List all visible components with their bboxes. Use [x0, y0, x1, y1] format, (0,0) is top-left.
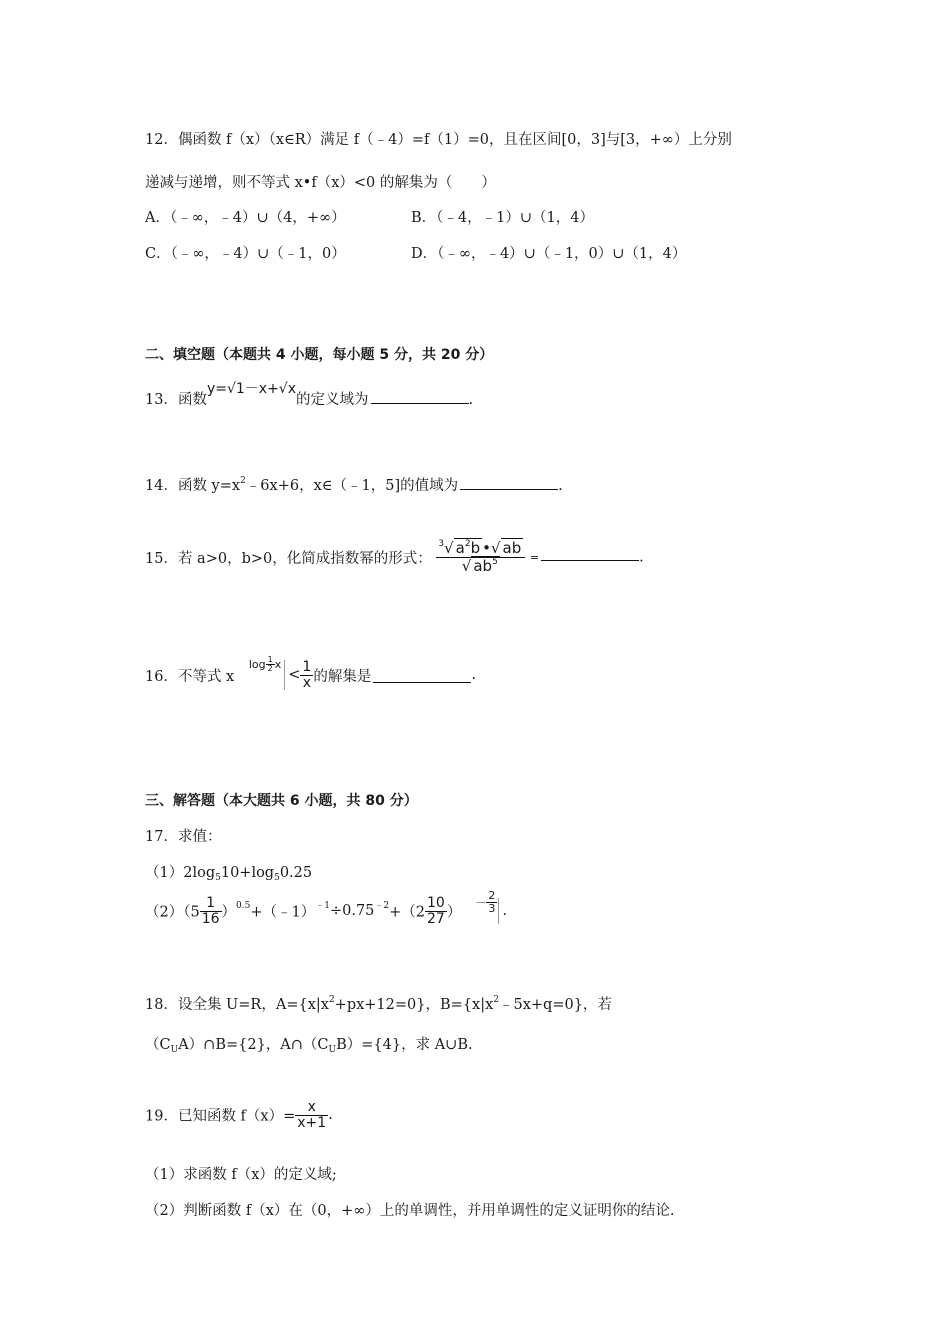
q16-answer-blank[interactable]	[373, 668, 471, 683]
q17-p2-end: .	[502, 903, 507, 920]
q15	[145, 540, 644, 575]
q15-equals: =	[529, 550, 540, 564]
q17-p2-frac1-den: 16	[201, 910, 220, 927]
q13	[145, 381, 474, 409]
q17-part1	[145, 861, 312, 883]
q18-line1-b: +px+12=0}，B={x|x	[334, 997, 494, 1013]
q18-line2-c: B）={4}，求 A∪B.	[336, 1037, 473, 1053]
section-3-heading: 三、解答题（本大题共 6 小题，共 80 分）	[145, 793, 418, 809]
q12-line2: 递减与递增，则不等式 x•f（x）<0 的解集为（ ）	[145, 175, 496, 191]
q15-answer-blank[interactable]	[541, 546, 639, 561]
q17-p2-exp4	[475, 890, 497, 914]
q18-line1-c: ﹣5x+q=0}，若	[499, 997, 612, 1013]
q19-end: .	[328, 1107, 333, 1124]
q14-end: .	[558, 478, 563, 494]
q12-line1: 12．偶函数 f（x）（x∈R）满足 f（﹣4）=f（1）=0，且在区间[0，3]与[3，+∞）上分别	[145, 132, 732, 148]
q17-p2-exp3: ﹣2	[374, 901, 390, 912]
q16-log-exponent	[249, 656, 281, 674]
q18-line2-sub2: U	[328, 1045, 337, 1055]
q16-prefix: 16．不等式 x	[145, 668, 235, 685]
q19-part1: （1）求函数 f（x）的定义域;	[145, 1167, 337, 1183]
q18-line2-sub1: U	[170, 1045, 179, 1055]
q17-title: 17．求值：	[145, 829, 222, 845]
q15-num-a: a	[455, 539, 465, 557]
q17-p2-frac1	[200, 896, 222, 926]
q17-p2-exp1: 0.5	[236, 901, 251, 912]
q15-prefix: 15．若 a>0，b>0，化简成指数幂的形式：	[145, 550, 432, 567]
q12-option-d: D．（﹣∞，﹣4）∪（﹣1，0）∪（1，4）	[411, 246, 687, 262]
q16-log-label: log	[248, 657, 266, 671]
q17-p1-c: 10+log	[220, 865, 275, 881]
q13-formula-text: y=√1－x+√x	[206, 381, 297, 397]
q13-answer-blank[interactable]	[371, 389, 469, 404]
q15-numerator: $^3$√ $a^2b$ •√ ab	[436, 540, 525, 558]
q17-p1-sub1: 5	[215, 873, 221, 883]
q19-part2: （2）判断函数 f（x）在（0，+∞）上的单调性，并用单调性的定义证明你的结论.	[145, 1203, 675, 1219]
section-2-heading: 二、填空题（本题共 4 小题，每小题 5 分，共 20 分）	[145, 347, 494, 363]
q16-end: .	[471, 667, 476, 684]
q17-p2-exp4-den: 3	[488, 901, 496, 915]
q16-frac-num: 1	[302, 659, 312, 675]
q17-p2-frac1-num: 1	[200, 896, 222, 912]
q19	[145, 1100, 333, 1130]
q15-num-dot: •	[482, 539, 491, 557]
q17-p2-b: +（﹣1）	[250, 904, 316, 921]
q12-option-b: B．（﹣4，﹣1）∪（1，4）	[411, 210, 594, 226]
q18-line2	[145, 1033, 473, 1055]
q14	[145, 474, 563, 495]
q17-p1-e: 0.25	[279, 865, 313, 881]
q16-frac-den: x	[302, 674, 312, 691]
q14-prefix: 14．函数 y=x	[145, 478, 241, 494]
q17-p1-a: （1）2log	[145, 865, 216, 881]
q19-frac-num: x	[295, 1100, 328, 1116]
q17-p2-d: +（2	[389, 904, 426, 921]
q16-log-base-num: 1	[267, 655, 273, 664]
q15-denominator: √ $ab^5$	[461, 556, 498, 575]
q16-lt: <	[288, 667, 301, 684]
q17-p2-exp4-num: 2	[488, 889, 496, 902]
q15-num-a-exp: 2	[464, 539, 471, 549]
q17-p2-a-close: ）	[221, 904, 237, 921]
q19-frac-den: x+1	[297, 1114, 327, 1131]
q15-num-sqrt: ab	[502, 539, 522, 557]
q13-formula	[207, 381, 296, 397]
q12-option-c: C．（﹣∞，﹣4）∪（﹣1，0）	[145, 246, 346, 262]
q14-exponent: 2	[240, 476, 246, 486]
q17-p2-frac2-num: 10	[427, 895, 445, 911]
q16-fraction	[300, 660, 313, 690]
q12-option-a: A．（﹣∞，﹣4）∪（4，+∞）	[145, 210, 346, 226]
q17-p2-frac2	[425, 896, 447, 926]
q17-p2-frac2-den: 27	[427, 910, 445, 927]
q17-p2-c: ÷0.75	[329, 903, 375, 920]
q13-end: .	[468, 392, 474, 408]
q17-p2-a: （2）（5	[145, 904, 200, 921]
q17-p1-sub2: 5	[274, 873, 280, 883]
q19-prefix: 19．已知函数 f（x）=	[145, 1108, 296, 1125]
q18-line2-a: （C	[145, 1037, 171, 1053]
q18-line1-exp1: 2	[328, 995, 335, 1005]
q17-part2	[145, 889, 507, 927]
q13-suffix: 的定义域为	[296, 392, 369, 408]
q16-log-base-den: 2	[267, 664, 273, 674]
q17-p2-exp2: ﹣1	[315, 901, 330, 912]
q18-line1-exp2: 2	[493, 995, 499, 1005]
q15-end: .	[639, 549, 644, 566]
q16-log-arg: x	[274, 657, 282, 671]
q18-line2-b: A）∩B={2}，A∩（C	[178, 1037, 329, 1053]
q16	[145, 655, 476, 691]
q17-p2-exp4-sign: －	[475, 896, 487, 910]
q13-prefix: 13．函数	[145, 392, 207, 408]
q19-fraction	[295, 1100, 328, 1130]
q15-den-exp: 5	[492, 556, 498, 567]
q16-suffix: 的解集是	[313, 668, 372, 685]
q16-divider	[284, 660, 285, 690]
q15-den-sqrt: ab	[473, 556, 493, 575]
q17-p2-d-close: ）	[446, 904, 462, 921]
q14-answer-blank[interactable]	[460, 475, 558, 490]
q15-num-b: b	[470, 539, 481, 557]
q17-p2-divider	[498, 898, 499, 924]
q15-fraction	[436, 540, 525, 575]
q18-line1	[145, 993, 612, 1014]
q14-mid: ﹣6x+6，x∈（﹣1，5]的值域为	[245, 478, 459, 494]
q15-root-index: 3	[438, 539, 445, 549]
q18-line1-a: 18．设全集 U=R，A={x|x	[145, 997, 329, 1013]
